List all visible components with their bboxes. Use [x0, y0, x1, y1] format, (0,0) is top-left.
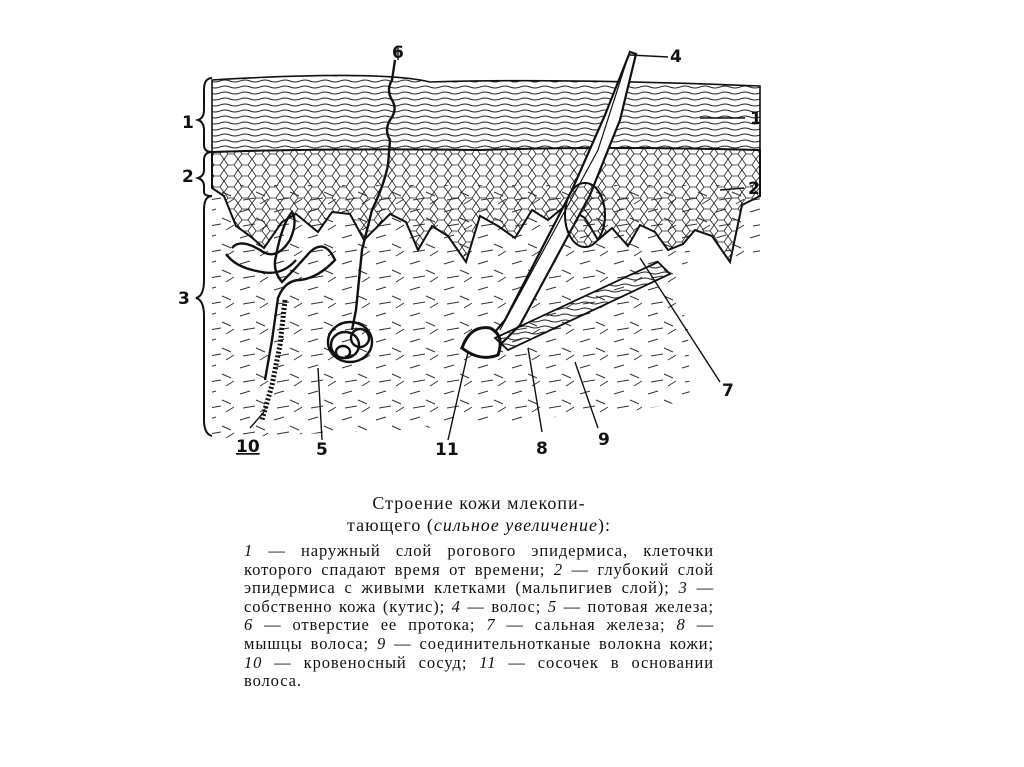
legend-num: 3: [678, 578, 688, 598]
legend-text: — собственно кожа (кутис);: [244, 578, 714, 616]
label-side-1: 1: [182, 113, 194, 133]
label-9: 9: [598, 430, 610, 450]
legend-text: — мышцы волоса;: [244, 615, 714, 653]
legend-text: — наружный слой рогового эпидермиса, клеточки которого спадают время от времени;: [244, 541, 714, 579]
legend-text: — сосочек в основании волоса.: [244, 652, 714, 691]
label-8: 8: [536, 439, 548, 459]
legend-text: — волос;: [460, 596, 548, 616]
label-5: 5: [316, 440, 328, 460]
label-11: 11: [435, 440, 459, 460]
caption-title-main: Строение кожи млекопи-: [372, 493, 586, 513]
legend-num: 2: [553, 559, 563, 579]
legend-text: — отверстие ее протока;: [253, 615, 487, 635]
caption-title: [244, 492, 714, 536]
label-10: 10: [236, 437, 260, 457]
label-1: 1: [750, 109, 762, 129]
caption-title-end: ):: [597, 515, 611, 535]
label-6: 6: [392, 43, 404, 63]
legend-text: — глубокий слой эпидермиса с живыми клетками (мальпигиев слой);: [244, 559, 715, 598]
layer-braces: [196, 78, 212, 436]
caption-legend: [244, 542, 714, 691]
legend-text: — соединительнотканые волокна кожи;: [386, 633, 714, 653]
label-7: 7: [722, 381, 734, 401]
legend-num: 11: [479, 652, 497, 672]
legend-num: 4: [451, 596, 461, 616]
label-2: 2: [748, 179, 760, 199]
legend-num: 6: [244, 615, 254, 635]
legend-text: — кровеносный сосуд;: [262, 652, 480, 672]
legend-num: 9: [376, 633, 387, 653]
legend-num: 10: [244, 652, 263, 672]
legend-text: — потовая железа;: [557, 596, 714, 616]
legend-num: 7: [486, 615, 496, 635]
label-4: 4: [670, 47, 682, 67]
label-side-2: 2: [182, 167, 194, 187]
caption-title-tail: тающего (: [347, 515, 434, 535]
label-side-3: 3: [178, 289, 190, 309]
caption-title-italic: сильное увеличение: [433, 515, 598, 535]
legend-num: 1: [244, 541, 254, 560]
legend-num: 8: [676, 615, 686, 635]
sebaceous-gland: [565, 183, 605, 247]
legend-text: — сальная железа;: [495, 615, 677, 635]
figure-caption: [244, 492, 714, 691]
legend-num: 5: [547, 596, 557, 616]
stratum-corneum-layer: [212, 75, 760, 152]
